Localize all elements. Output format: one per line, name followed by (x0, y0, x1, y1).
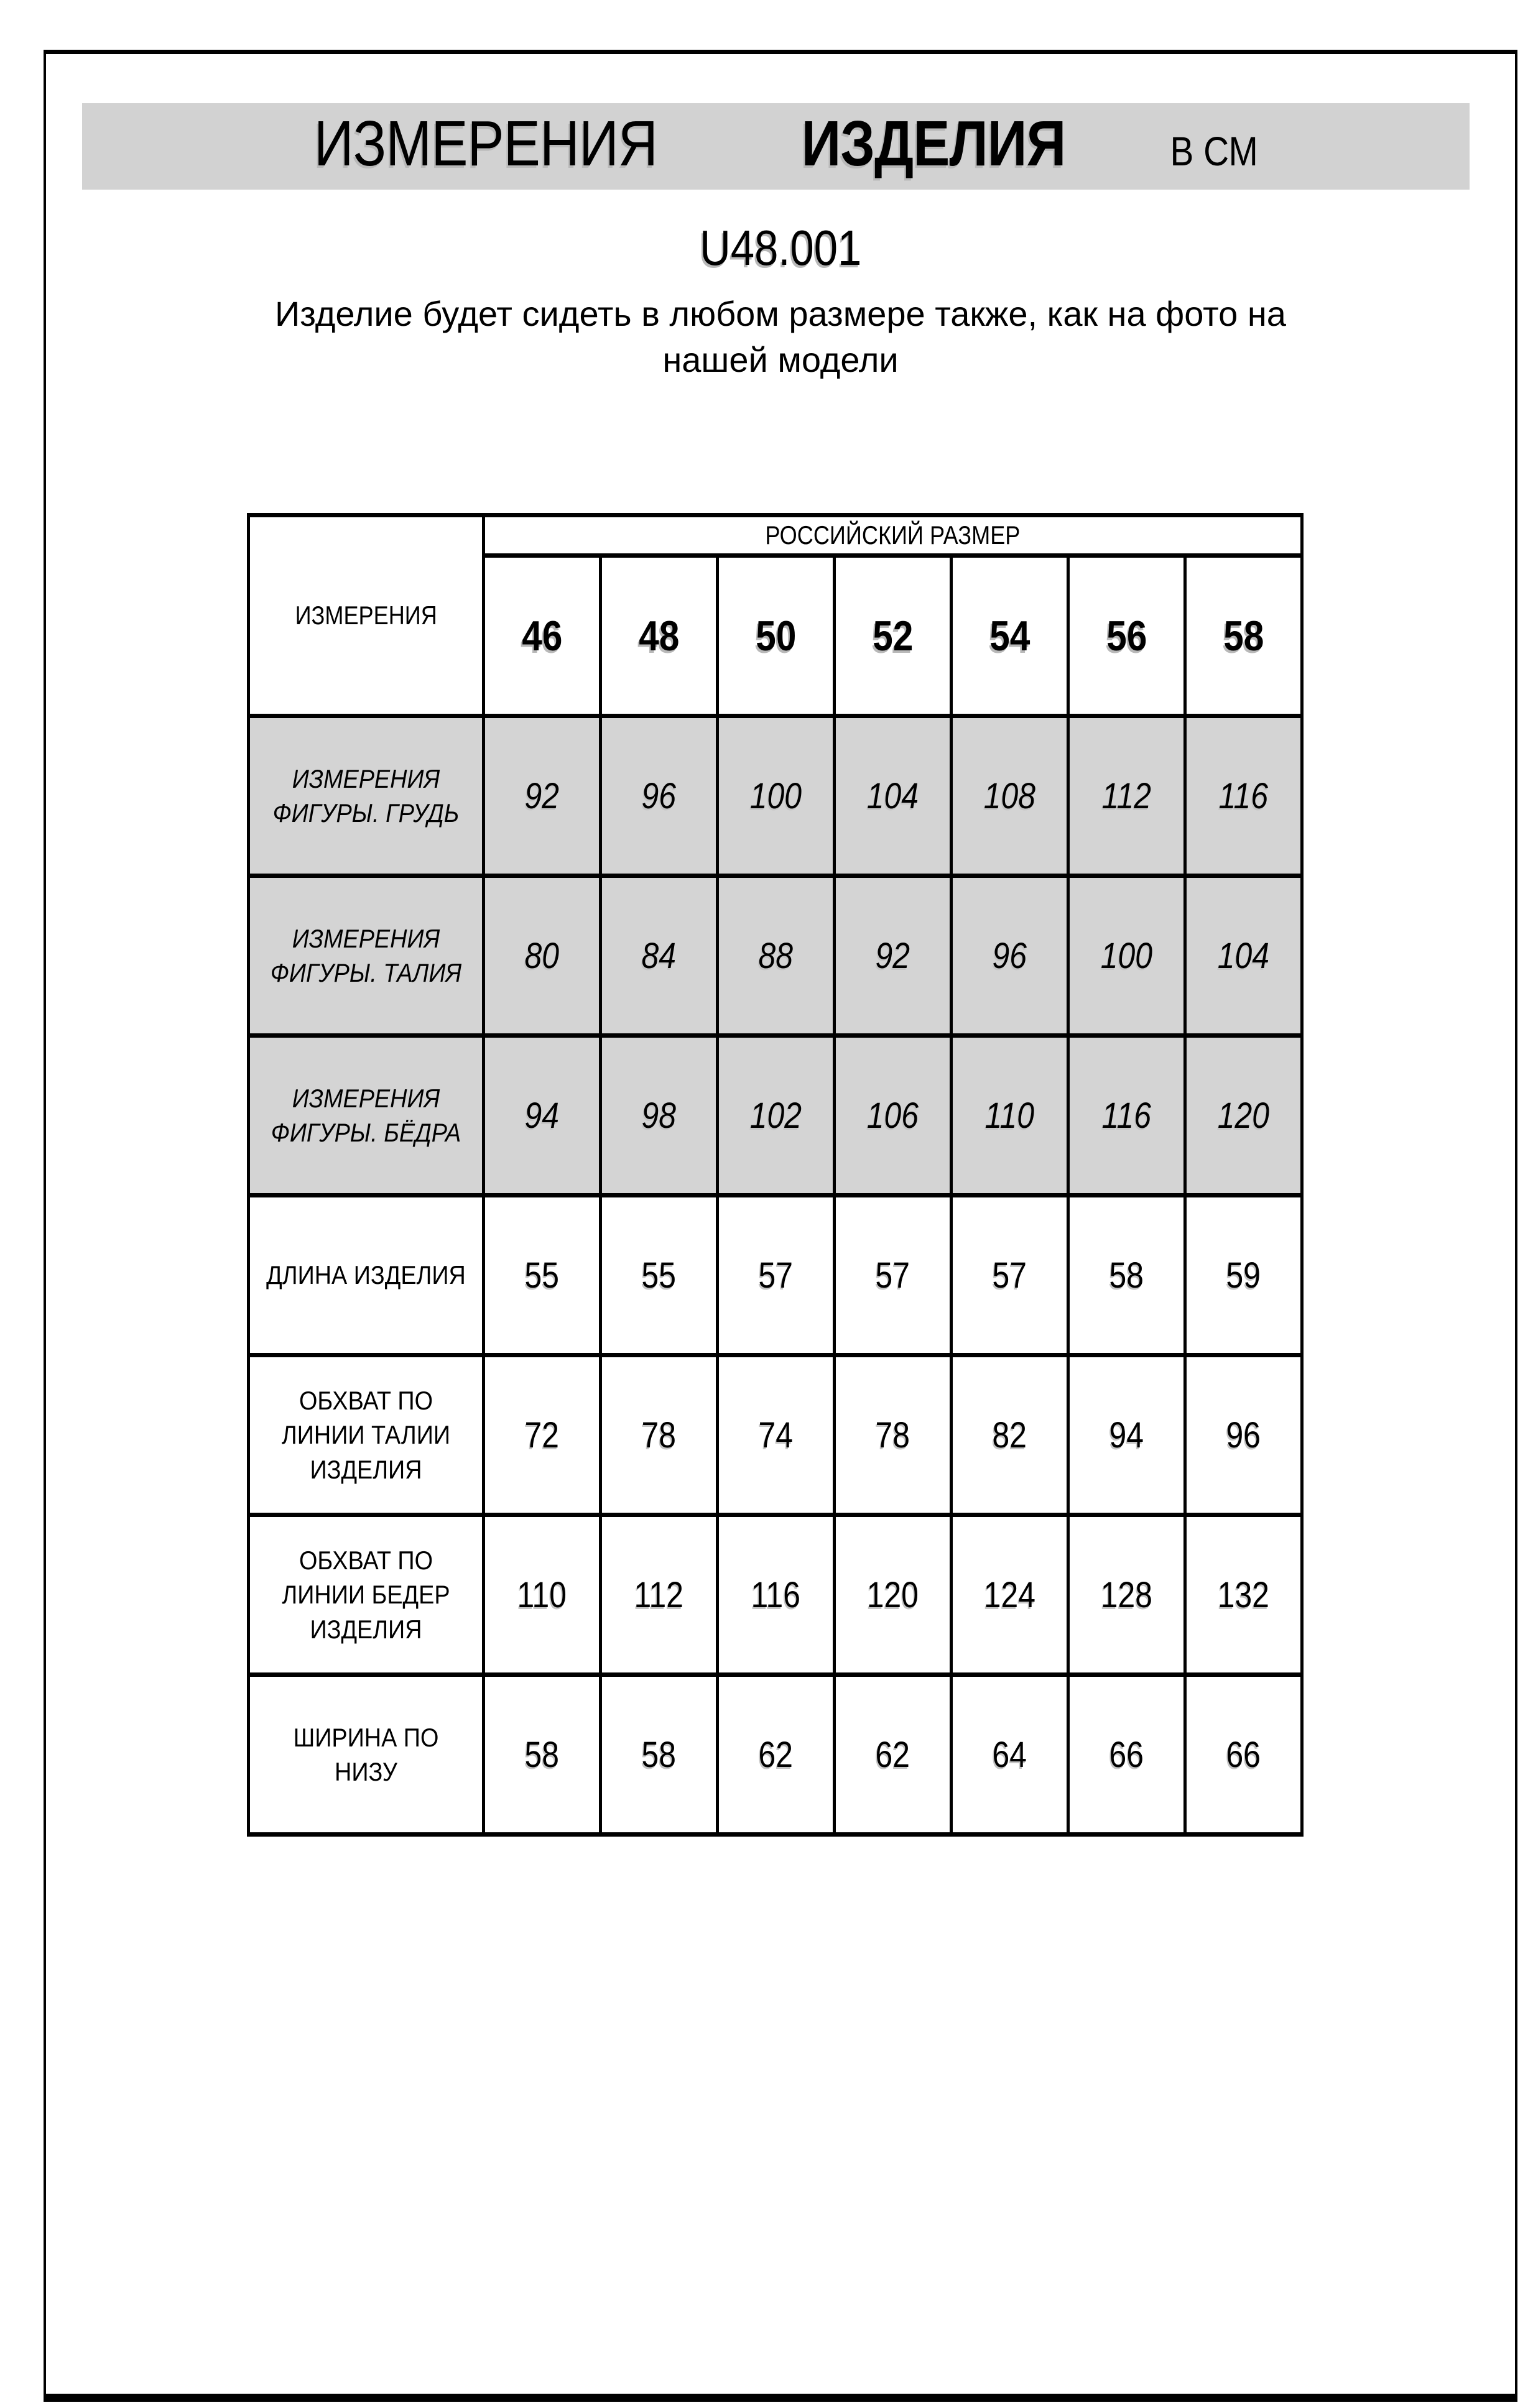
cell-value: 57 (992, 1255, 1027, 1296)
title-bar (82, 103, 1470, 190)
row-label-line: ФИГУРЫ. ТАЛИЯ (270, 958, 462, 987)
cell-value: 96 (992, 935, 1027, 976)
corner-label-cell (249, 515, 484, 716)
cell-value: 100 (749, 775, 802, 816)
cell-value: 78 (641, 1414, 677, 1455)
cell-value: 57 (875, 1255, 910, 1296)
value-cell (484, 1675, 601, 1835)
cell-value: 116 (1218, 775, 1269, 816)
cell-value: 106 (866, 1095, 919, 1136)
value-cell (1185, 876, 1302, 1036)
value-cell (601, 1036, 718, 1196)
cell-value: 96 (641, 775, 677, 816)
value-cell (484, 876, 601, 1036)
cell-value: 62 (758, 1734, 794, 1775)
cell-value: 64 (992, 1734, 1027, 1775)
size-header-text: РОССИЙСКИЙ РАЗМЕР (765, 520, 1021, 550)
value-cell (1185, 1036, 1302, 1196)
value-cell (601, 1355, 718, 1515)
value-cell (1185, 1196, 1302, 1355)
table-row-item-length (249, 1196, 1302, 1355)
row-label-line: ОБХВАТ ПО (299, 1385, 433, 1415)
cell-value: 57 (758, 1255, 794, 1296)
cell-value: 62 (875, 1734, 910, 1775)
cell-value: 94 (524, 1095, 560, 1136)
row-label-cell (249, 1196, 484, 1355)
cell-value: 112 (634, 1574, 684, 1615)
size-value: 50 (755, 612, 797, 660)
cell-value: 112 (1101, 775, 1152, 816)
row-label-line: ОБХВАТ ПО (299, 1545, 433, 1575)
cell-value: 78 (875, 1414, 910, 1455)
value-cell (484, 1515, 601, 1675)
row-label-cell (249, 1675, 484, 1835)
subtitle (46, 291, 1515, 383)
value-cell (718, 1196, 835, 1355)
value-cell (835, 1036, 952, 1196)
table-header-row (249, 515, 1302, 556)
cell-value: 108 (983, 775, 1036, 816)
row-label-line: ШИРИНА ПО (293, 1722, 439, 1752)
size-cell (484, 556, 601, 716)
value-cell (718, 1675, 835, 1835)
value-cell (952, 716, 1068, 876)
title-measurements-word: ИЗМЕРЕНИЯ (314, 108, 658, 179)
table-row-bottom-width (249, 1675, 1302, 1835)
size-cell (718, 556, 835, 716)
size-table (247, 513, 1304, 1837)
cell-value: 110 (517, 1574, 567, 1615)
value-cell (952, 1196, 1068, 1355)
row-label-cell (249, 1515, 484, 1675)
cell-value: 120 (866, 1574, 919, 1615)
value-cell (718, 1355, 835, 1515)
cell-value: 58 (641, 1734, 677, 1775)
cell-value: 84 (641, 935, 677, 976)
row-label-cell (249, 876, 484, 1036)
cell-value: 124 (983, 1574, 1036, 1615)
cell-value: 92 (875, 935, 910, 976)
row-label-line: ИЗМЕРЕНИЯ (292, 763, 440, 793)
table-row-figure-hips (249, 1036, 1302, 1196)
row-label-line: ФИГУРЫ. БЁДРА (271, 1118, 461, 1147)
cell-value: 72 (524, 1414, 560, 1455)
subtitle-line-1: Изделие будет сидеть в любом размере также, как на фото на (275, 294, 1286, 333)
size-value: 58 (1223, 612, 1264, 660)
size-value: 48 (638, 612, 680, 660)
row-label (262, 1383, 471, 1487)
table-row-waist-girth (249, 1355, 1302, 1515)
row-label-cell (249, 1355, 484, 1515)
cell-value: 120 (1217, 1095, 1270, 1136)
size-cell (601, 556, 718, 716)
row-label-line: ЛИНИИ БЕДЕР (282, 1580, 450, 1610)
cell-value: 74 (758, 1414, 794, 1455)
value-cell (835, 1675, 952, 1835)
cell-value: 82 (992, 1414, 1027, 1455)
cell-value: 104 (866, 775, 919, 816)
value-cell (1068, 1196, 1185, 1355)
value-cell (1068, 876, 1185, 1036)
product-code (46, 220, 1515, 275)
size-cell (1185, 556, 1302, 716)
title-product-word: ИЗДЕЛИЯ (801, 108, 1066, 179)
row-label-line: ДЛИНА ИЗДЕЛИЯ (266, 1260, 466, 1290)
cell-value: 59 (1226, 1255, 1261, 1296)
title-units-label: В СМ (1170, 128, 1259, 174)
row-label-line: ИЗДЕЛИЯ (310, 1454, 422, 1484)
size-value: 52 (872, 612, 914, 660)
value-cell (952, 1515, 1068, 1675)
value-cell (835, 1355, 952, 1515)
cell-value: 94 (1109, 1414, 1144, 1455)
row-label (262, 762, 471, 831)
size-cell (835, 556, 952, 716)
cell-value: 128 (1100, 1574, 1153, 1615)
cell-value: 66 (1226, 1734, 1261, 1775)
cell-value: 98 (641, 1095, 677, 1136)
row-label-line: ИЗДЕЛИЯ (310, 1614, 422, 1644)
row-label-line: ЛИНИИ ТАЛИИ (281, 1420, 451, 1450)
cell-value: 116 (1101, 1095, 1152, 1136)
size-value: 54 (989, 612, 1030, 660)
row-label-line: НИЗУ (335, 1757, 397, 1786)
row-label-line: ИЗМЕРЕНИЯ (292, 923, 440, 953)
cell-value: 102 (749, 1095, 802, 1136)
cell-value: 96 (1226, 1414, 1261, 1455)
cell-value: 55 (524, 1255, 560, 1296)
value-cell (484, 1036, 601, 1196)
row-label-cell (249, 716, 484, 876)
value-cell (952, 876, 1068, 1036)
value-cell (1068, 1355, 1185, 1515)
cell-value: 66 (1109, 1734, 1144, 1775)
table-row-figure-waist (249, 876, 1302, 1036)
row-label (262, 921, 471, 990)
value-cell (601, 1515, 718, 1675)
table-row-hip-girth (249, 1515, 1302, 1675)
cell-value: 88 (758, 935, 794, 976)
value-cell (484, 1196, 601, 1355)
value-cell (1068, 1675, 1185, 1835)
value-cell (718, 1036, 835, 1196)
value-cell (1185, 1355, 1302, 1515)
row-label-line: ИЗМЕРЕНИЯ (292, 1083, 440, 1113)
value-cell (952, 1036, 1068, 1196)
value-cell (835, 876, 952, 1036)
row-label (262, 1720, 471, 1789)
value-cell (835, 1196, 952, 1355)
corner-label-text: ИЗМЕРЕНИЯ (295, 601, 437, 630)
value-cell (1068, 1515, 1185, 1675)
value-cell (1185, 1515, 1302, 1675)
value-cell (1068, 716, 1185, 876)
row-label (262, 1543, 471, 1646)
value-cell (601, 1675, 718, 1835)
value-cell (601, 1196, 718, 1355)
value-cell (718, 876, 835, 1036)
value-cell (484, 1355, 601, 1515)
size-value: 56 (1106, 612, 1147, 660)
value-cell (718, 1515, 835, 1675)
page-border-frame (44, 50, 1517, 2402)
value-cell (952, 1675, 1068, 1835)
cell-value: 110 (984, 1095, 1035, 1136)
size-cell (1068, 556, 1185, 716)
value-cell (1185, 1675, 1302, 1835)
size-header-cell (484, 515, 1302, 556)
value-cell (601, 876, 718, 1036)
value-cell (718, 716, 835, 876)
cell-value: 116 (751, 1574, 801, 1615)
product-code-text: U48.001 (699, 220, 862, 275)
cell-value: 132 (1217, 1574, 1270, 1615)
cell-value: 58 (1109, 1255, 1144, 1296)
row-label (262, 1081, 471, 1150)
value-cell (835, 1515, 952, 1675)
cell-value: 58 (524, 1734, 560, 1775)
size-value: 46 (521, 612, 563, 660)
row-label-line: ФИГУРЫ. ГРУДЬ (272, 798, 460, 828)
row-label (262, 1258, 471, 1292)
value-cell (835, 716, 952, 876)
subtitle-line-2: нашей модели (662, 340, 899, 379)
value-cell (484, 716, 601, 876)
cell-value: 92 (524, 775, 560, 816)
size-cell (952, 556, 1068, 716)
row-label-cell (249, 1036, 484, 1196)
cell-value: 100 (1100, 935, 1153, 976)
value-cell (601, 716, 718, 876)
table-row-figure-chest (249, 716, 1302, 876)
value-cell (952, 1355, 1068, 1515)
value-cell (1068, 1036, 1185, 1196)
value-cell (1185, 716, 1302, 876)
cell-value: 55 (641, 1255, 677, 1296)
cell-value: 80 (524, 935, 560, 976)
cell-value: 104 (1217, 935, 1270, 976)
